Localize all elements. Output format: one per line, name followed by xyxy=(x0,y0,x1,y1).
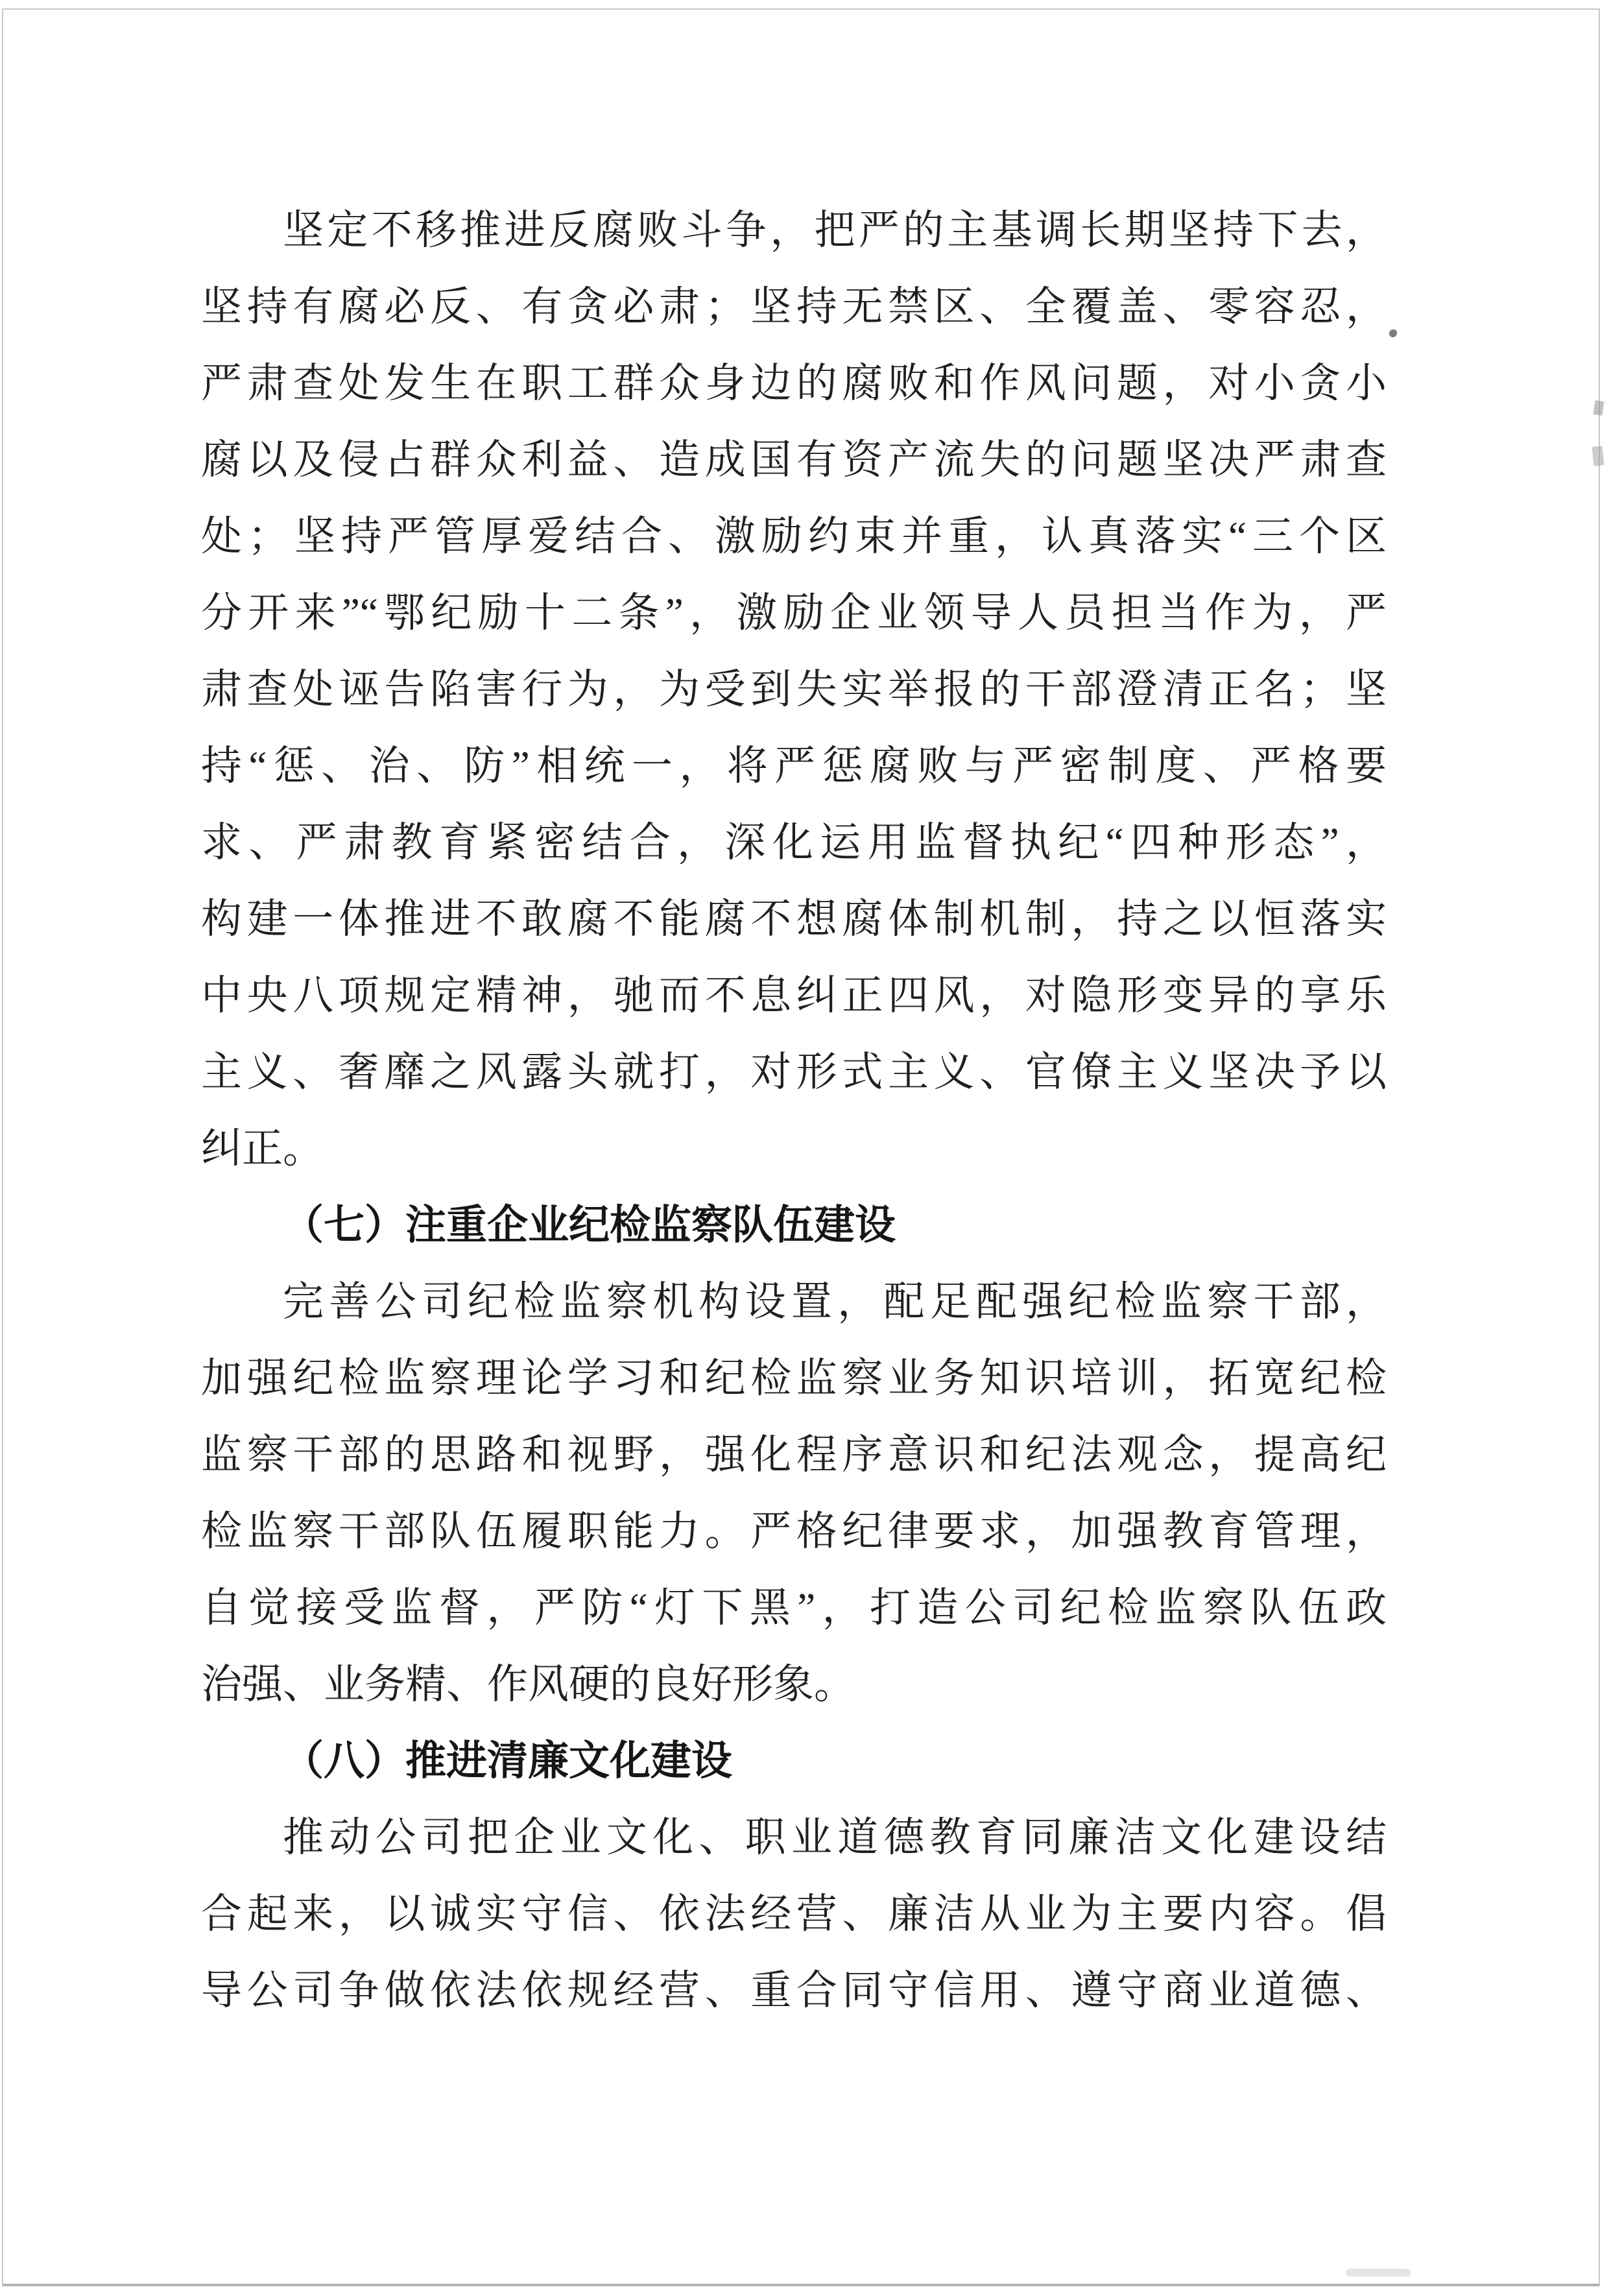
text-line: 推动公司把企业文化、职业道德教育同廉洁文化建设结 xyxy=(283,1815,1387,1860)
scan-artifact-speck xyxy=(1593,400,1605,416)
text-line: 加强纪检监察理论学习和纪检监察业务知识培训，拓宽纪检 xyxy=(201,1356,1387,1401)
scan-artifact-speck xyxy=(1592,446,1604,466)
text-line: 坚持有腐必反、有贪必肃；坚持无禁区、全覆盖、零容忍， xyxy=(201,284,1387,329)
text-line: 检监察干部队伍履职能力。严格纪律要求，加强教育管理， xyxy=(201,1509,1387,1554)
text-line: 处；坚持严管厚爱结合、激励约束并重，认真落实“三个区 xyxy=(201,514,1387,559)
section-heading: （八）推进清廉文化建设 xyxy=(283,1738,732,1784)
text-line: 求、严肃教育紧密结合，深化运用监督执纪“四种形态”， xyxy=(201,820,1387,865)
scan-artifact-smudge xyxy=(1346,2269,1411,2277)
text-line: 持“惩、治、防”相统一，将严惩腐败与严密制度、严格要 xyxy=(201,743,1387,789)
document-content xyxy=(201,192,1387,2029)
text-line: 合起来，以诚实守信、依法经营、廉洁从业为主要内容。倡 xyxy=(201,1891,1387,1937)
text-line: 肃查处诬告陷害行为，为受到失实举报的干部澄清正名；坚 xyxy=(201,667,1387,712)
section-heading: （七）注重企业纪检监察队伍建设 xyxy=(283,1202,896,1248)
scan-artifact-dot xyxy=(1389,329,1397,337)
text-line: 腐以及侵占群众利益、造成国有资产流失的问题坚决严肃查 xyxy=(201,437,1387,483)
text-line: 分开来”“鄂纪励十二条”，激励企业领导人员担当作为，严 xyxy=(201,590,1387,636)
text-line: 主义、奢靡之风露头就打，对形式主义、官僚主义坚决予以 xyxy=(201,1049,1387,1095)
text-line: 严肃查处发生在职工群众身边的腐败和作风问题，对小贪小 xyxy=(201,361,1387,406)
text-line: 治强、业务精、作风硬的良好形象。 xyxy=(201,1662,855,1707)
text-line: 完善公司纪检监察机构设置，配足配强纪检监察干部， xyxy=(283,1279,1387,1324)
text-line: 自觉接受监督，严防“灯下黑”，打造公司纪检监察队伍政 xyxy=(201,1585,1387,1631)
text-line: 监察干部的思路和视野，强化程序意识和纪法观念，提高纪 xyxy=(201,1432,1387,1477)
text-line: 构建一体推进不敢腐不能腐不想腐体制机制，持之以恒落实 xyxy=(201,896,1387,942)
text-line: 中央八项规定精神，驰而不息纠正四风，对隐形变异的享乐 xyxy=(201,973,1387,1018)
text-line: 坚定不移推进反腐败斗争，把严的主基调长期坚持下去， xyxy=(283,208,1387,253)
text-line: 纠正。 xyxy=(201,1126,324,1171)
text-line: 导公司争做依法依规经营、重合同守信用、遵守商业道德、 xyxy=(201,1968,1387,2013)
